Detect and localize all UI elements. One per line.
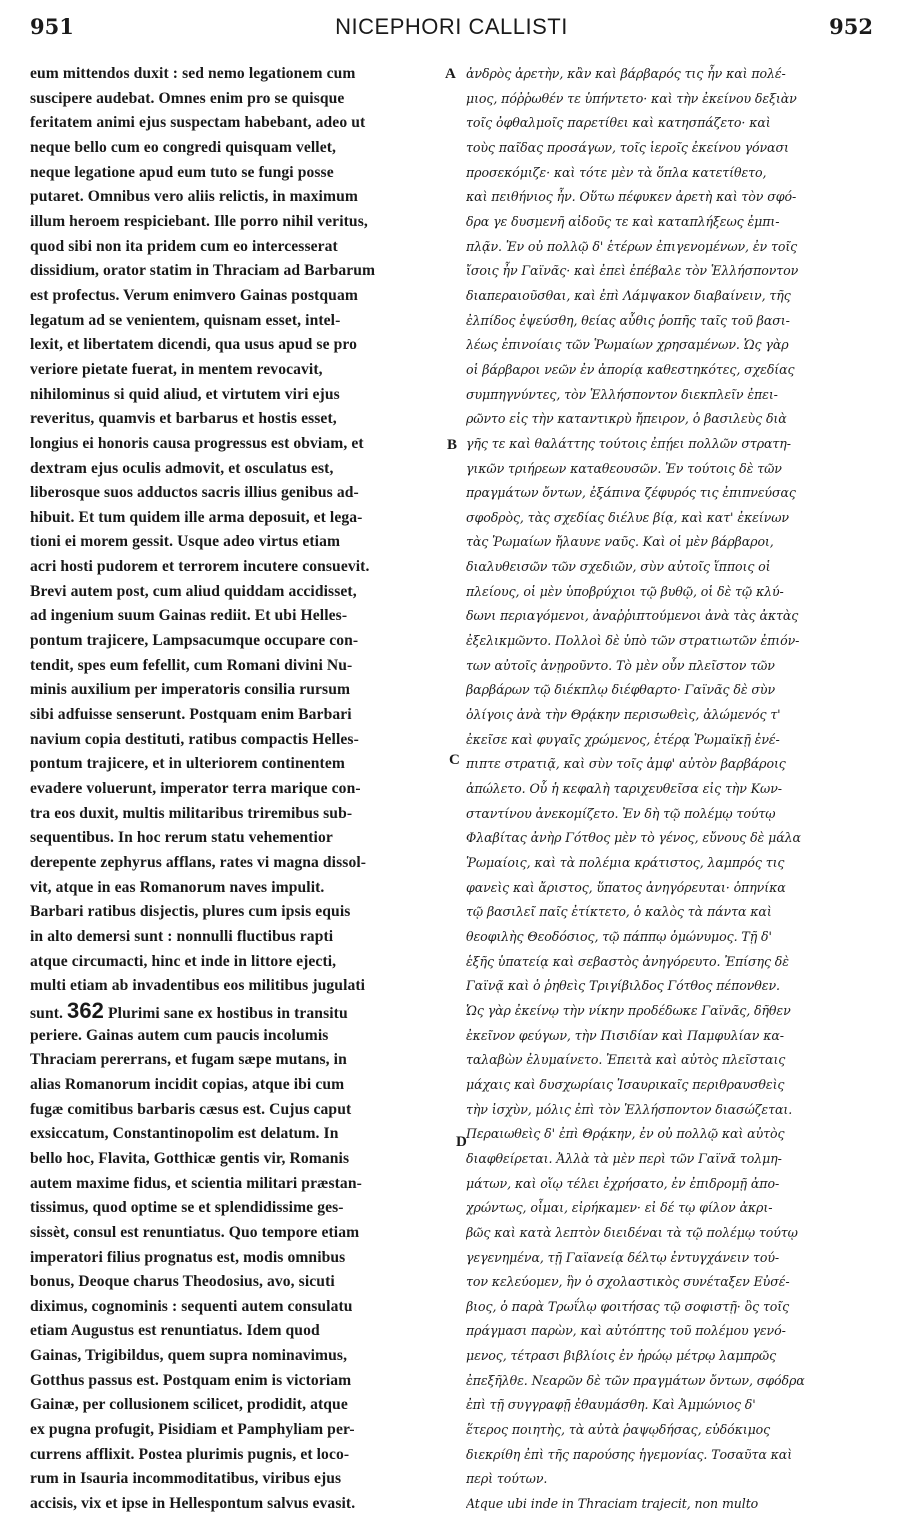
latin-text-line: liberosque suos adductos sacris illius genibus ad- [30,484,359,502]
greek-text-line: μιος, πόῤῥωθέν τε ὑπήντετο· καὶ τὴν ἐκείνου δεξιὰν [466,90,797,106]
greek-text-line: βῶς καὶ κατὰ λεπτὸν διειδέναι τὰ τῷ πολέμῳ τούτῳ [466,1224,798,1240]
greek-text-line: οἱ βάρβαροι νεῶν ἐν ἀπορίᾳ καθεστηκότες, σχεδίας [466,361,795,377]
latin-text-line: multi etiam ab invadentibus eos militibus jugulati [30,977,366,995]
latin-text-line: pontum trajicere, et in ulteriorem continentem [30,755,345,773]
greek-text-line: σταντίνου ἀνεκομίζετο. Ἐν δὴ τῷ πολέμῳ τούτῳ [466,805,776,821]
text-segment: sunt. [30,1004,68,1022]
latin-text-line: eum mittendos duxit : sed nemo legationem cum [30,65,356,82]
greek-text-line: περὶ τούτων. [466,1471,548,1487]
greek-text-line: Περαιωθεὶς δ' ἐπὶ Θρᾴκην, ἐν οὐ πολλῷ καὶ αὐτὸς [466,1126,785,1142]
greek-text-line: Ὡς γὰρ ἐκείνῳ τὴν νίκην προδέδωκε Γαϊνᾶς, δῆθεν [466,1002,791,1018]
greek-text-line: τὰς Ῥωμαίων ἤλαυνε ναῦς. Καὶ οἱ μὲν βάρβαροι, [466,534,774,550]
latin-text-line: lexit, et libertatem dicendi, qua usus apud se pro [30,336,358,354]
greek-text-line: ὀλίγοις ἀνὰ τὴν Θρᾴκην περισωθεὶς, ἀλώμενός τ' [466,707,781,723]
latin-text-line: acri hosti pudorem et terrorem incutere consuevit. [30,558,370,576]
greek-text-line: ρῶντο εἰς τὴν καταντικρὺ ἤπειρον, ὁ βασιλεὺς διὰ [466,411,787,427]
greek-text-line: καὶ πειθήνιος ἦν. Οὕτω πέφυκεν ἀρετὴ καὶ τὸν σφό- [466,189,797,205]
section-number: 362 [67,998,105,1023]
greek-text-line: ἕτερος ποιητὴς, τὰ αὐτὰ ῥαψῳδήσας, εὐδόκιμος [466,1422,771,1438]
latin-text-line: veriore pietate fuerat, in mentem revocavit, [30,360,323,378]
greek-text-line: λέως ἐπινοίαις τῶν Ῥωμαίων χρησαμένων. Ὡς γὰρ [466,337,789,353]
latin-text-line: suscipere audebat. Omnes enim pro se quisque [30,89,345,107]
latin-text-line: alias Romanorum incidit copias, atque ibi cum [30,1075,345,1093]
latin-text-line: legatum ad se venientem, quisnam esset, intel- [30,311,341,329]
latin-text-line: dissidium, orator statim in Thraciam ad Barbarum [30,262,376,280]
latin-text-line: bonus, Deoque charus Theodosius, avo, sicuti [30,1273,335,1291]
greek-text-line: ἐλπίδος ἐψεύσθη, θείας αὖθις ῥοπῆς ταῖς τοῦ βασι- [466,312,790,328]
margin-letter-c: C [449,752,460,768]
latin-text-line: autem maxime fidus, et scientia militari præstan- [30,1174,362,1192]
greek-text-line: Φλαβίτας ἀνὴρ Γότθος μὲν τὸ γένος, εὔνους δὲ μάλα [466,830,801,846]
greek-text-line: πραγμάτων ὄντων, ἐξάπινα ζέφυρός τις ἐπιπνεύσας [466,485,796,501]
latin-text-line: illum heroem respiciebant. Ille porro nihil veritus, [30,212,368,230]
greek-text-line: βιος, ὁ παρὰ Τρωΐλῳ φοιτήσας τῷ σοφιστῇ· ὃς τοῖς [466,1298,790,1314]
latin-text-line: tissimus, quod optime se et splendidissime ges- [30,1199,344,1217]
greek-text-line: συμπηγνύντες, τὸν Ἑλλήσποντον διεκπλεῖν ἐπει- [466,386,778,402]
greek-text-line: ἐξελικμῶντο. Πολλοὶ δὲ ὑπὸ τῶν στρατιωτῶν ἐπιόν- [466,633,800,649]
page-number-left: 951 [30,14,74,39]
greek-text-line: ἐκεῖνον φεύγων, τὴν Πισιδίαν καὶ Παμφυλίαν κα- [466,1027,784,1043]
latin-text-line: reveritus, quamvis et barbarus et hostis esset, [30,410,337,428]
latin-text-line [30,999,440,1024]
greek-text-line: γῆς τε καὶ θαλάττης τούτοις ἐπῄει πολλῶν στρατη- [466,435,791,451]
latin-text-line: exsiccatum, Constantinopolim est delatum. In [30,1125,339,1143]
greek-column [466,62,878,1517]
latin-text-line: etiam Augustus est renuntiatus. Idem quod [30,1322,320,1340]
latin-text-line: tendit, spes eum fefellit, cum Romani divini Nu- [30,656,353,674]
latin-text-line: atque circumacti, hinc et inde in littore ejecti, [30,952,337,970]
text-segment: Plurimi sane ex hostibus in transitu [104,1004,348,1022]
latin-text-line: longius ei honoris causa progressus est obviam, et [30,434,364,452]
greek-text-line: πράγμασι παρὼν, καὶ αὐτόπτης τοῦ πολέμου γενό- [466,1323,786,1339]
greek-text-line: προσεκόμιζε· καὶ τότε μὲν τὰ ὅπλα κατετίθετο, [466,164,767,180]
page-number-right: 952 [829,14,873,39]
greek-text-line: γικῶν τριήρεων καταθεουσῶν. Ἐν τούτοις δὲ τῶν [466,460,782,476]
latin-text-line: rum in Isauria incommoditatibus, viribus ejus [30,1470,342,1488]
greek-text-line: Ῥωμαίοις, καὶ τὰ πολέμια κράτιστος, λαμπρός τις [466,855,785,870]
greek-text-line: μενος, τέτρασι βιβλίοις ἐν ἡρώῳ μέτρῳ λαμπρῶς [466,1348,777,1364]
latin-text-line: sibi adfuisse senserunt. Postquam enim Barbari [30,706,352,724]
running-title: NICEPHORI CALLISTI [335,14,568,39]
latin-text-line: putaret. Omnibus vero aliis relictis, in maximum [30,188,358,206]
greek-text-line: ταλαβὼν ἐλυμαίνετο. Ἐπειτὰ καὶ αὐτὸς πλεῖσταις [466,1052,786,1068]
latin-text-line: quod sibi non ita pridem cum eo intercesserat [30,237,338,255]
latin-text-line: currens afflixit. Postea plurimis pugnis, et loco- [30,1445,350,1463]
greek-text-line: ἀπώλετο. Οὗ ἡ κεφαλὴ ταριχευθεῖσα εἰς τὴν Κων- [466,781,782,797]
latin-text-line: sequentibus. In hoc rerum statu vehementior [30,829,333,847]
margin-letter-b: B [447,437,458,453]
latin-text-line: nihilominus si quid aliud, et virtutem viri ejus [30,385,340,403]
greek-text-line: τον κελεύομεν, ἣν ὁ σχολαστικὸς συνέταξεν Εὐσέ- [466,1274,790,1290]
latin-text-line: Gotthus passus est. Postquam enim is victoriam [30,1371,352,1389]
latin-text-line: neque bello cum eo congredi quisquam vellet, [30,138,337,156]
latin-text-line: hibuit. Et tum quidem ille arma deposuit, et lega- [30,508,363,526]
greek-text-line: πλείους, οἱ μὲν ὑποβρύχιοι τῷ βυθῷ, οἱ δὲ τῷ κλύ- [466,583,784,599]
greek-text-line: δωνι περιαγόμενοι, ἀναῤῥιπτούμενοι ἀνὰ τὰς ἀκτὰς [466,608,799,624]
latin-text-line: accisis, vix et ipse in Hellespontum salvus evasit. [30,1495,356,1513]
greek-text-line: βαρβάρων τῷ διέκπλῳ διέφθαρτο· Γαϊνᾶς δὲ σὺν [466,682,776,698]
latin-text-line: tra eos duxit, multis militaribus triremibus sub- [30,804,353,822]
latin-text-line: Gainæ, per collusionem scilicet, prodidit, atque [30,1396,348,1414]
greek-text-line: τοῖς ὀφθαλμοῖς παρετίθει καὶ κατησπάζετο· καὶ [466,115,771,131]
greek-text-line: ἑξῆς ὑπατείᾳ καὶ σεβαστὸς ἀνηγόρευτο. Ἐπίσης δὲ [466,953,789,969]
greek-text-line: θεοφιλὴς Θεοδόσιος, τῷ πάππῳ ὁμώνυμος. Τῇ δ' [466,928,772,944]
latin-text-line: navium copia destituti, ratibus compactis Helles- [30,730,359,748]
latin-text-line: pontum trajicere, Lampsacumque occupare con- [30,632,359,650]
latin-text-line: imperatori filius prognatus est, modis omnibus [30,1248,346,1266]
latin-text-line: Thraciam pererrans, et fugam sæpe mutans, in [30,1051,347,1069]
margin-letter-d: D [456,1134,467,1150]
latin-text-line: feritatem animi ejus suspectam habebant, adeo ut [30,114,366,132]
greek-text-line: τοὺς παῖδας προσάγων, τοῖς ἱεροῖς ἐκείνου γόνασι [466,139,789,155]
latin-text-line: minis auxilium per imperatoris consilia rursum [30,681,351,699]
greek-text-line: σφοδρὸς, τὰς σχεδίας διέλυε βίᾳ, καὶ κατ' ἐκείνων [466,509,789,525]
greek-text-line: ἴσοις ἦν Γαϊνᾶς· καὶ ἐπεὶ ἐπέβαλε τὸν Ἑλλήσποντον [466,263,799,279]
latin-text-line: neque legatione apud eum tuto se fungi posse [30,163,334,181]
greek-text-line: τὴν ἰσχὺν, μόλις ἐπὶ τὸν Ἑλλήσποντον διασώζεται. [466,1101,793,1117]
latin-text-line: sissèt, consul est renuntiatus. Quo tempore etiam [30,1223,360,1241]
greek-text-line: πλᾷν. Ἐν οὐ πολλῷ δ' ἑτέρων ἐπιγενομένων, ἐν τοῖς [466,238,798,254]
latin-text-line: ad ingenium suum Gainas rediit. Et ubi Helles- [30,607,348,625]
latin-text-line: in alto demersi sunt : nonnulli fluctibus rapti [30,927,334,945]
greek-text-line: ἐπεξῆλθε. Νεαρῶν δὲ τῶν πραγμάτων ὄντων, σφόδρα [466,1372,805,1388]
greek-text-line: γεγενημένα, τῇ Γαϊανείᾳ δέλτῳ ἐντυγχάνειν τού- [466,1249,780,1265]
greek-text-line: των αὐτοῖς ἀνῃροῦντο. Τὸ μὲν οὖν πλεῖστον τῶν [466,657,775,673]
latin-text-line: est profectus. Verum enimvero Gainas postquam [30,286,358,304]
greek-text-line: διαπεραιοῦσθαι, καὶ ἐπὶ Λάμψακον διαβαίνειν, τῆς [466,287,791,303]
greek-text-line: πιπτε στρατιᾷ, καὶ σὺν τοῖς ἀμφ' αὐτὸν βαρβάροις [466,756,786,772]
latin-text-line: derepente zephyrus afflans, rates vi magna dissol- [30,854,367,871]
latin-text-line: tioni ei morem gessit. Usque adeo virtus etiam [30,533,341,551]
latin-column [30,62,440,1517]
latin-text-line: ex pugna profugit, Pisidiam et Pamphyliam per- [30,1421,355,1439]
latin-text-line: evadere voluerunt, imperator terra marique con- [30,780,361,798]
page-header [0,12,903,50]
margin-letter-a: A [445,66,456,82]
greek-text-line: ἐπὶ τῇ συγγραφῇ ἐθαυμάσθη. Καὶ Ἀμμώνιος δ' [466,1397,756,1413]
greek-text-line: μάχαις καὶ δυσχωρίαις Ἰσαυρικαῖς περιθραυσθεὶς [466,1076,785,1092]
latin-text-line: vit, atque in eas Romanorum naves impulit. [30,878,325,896]
latin-text-line: periere. Gainas autem cum paucis incolumis [30,1026,329,1044]
greek-text-line: διαφθείρεται. Ἀλλὰ τὰ μὲν περὶ τῶν Γαϊνᾶ τολμη- [466,1150,782,1166]
greek-text-line: φανεὶς καὶ ἄριστος, ὕπατος ἀνηγόρευται· ὁπηνίκα [466,879,786,895]
latin-text-line: dextram ejus oculis admovit, et osculatus est, [30,459,334,477]
latin-text-line: Gainas, Trigibildus, quem supra nominavimus, [30,1347,348,1365]
latin-text-line: Brevi autem post, cum aliud quiddam accidisset, [30,582,357,600]
greek-text-line: ἐκεῖσε καὶ φυγαῖς χρώμενος, ἑτέρᾳ Ῥωμαϊκῇ ἐνέ- [466,731,780,747]
greek-text-line: μάτων, καὶ οἵῳ τέλει ἐχρήσατο, ἐν ἐπιδρομῇ ἀπο- [466,1175,780,1191]
greek-text-line: χρώντως, οἶμαι, εἰρήκαμεν· εἰ δέ τῳ φίλον ἀκρι- [466,1200,773,1216]
latin-text-line: fugæ comitibus barbaris cæsus est. Cujus caput [30,1100,352,1118]
greek-text-line: δρα γε δυσμενῆ αἰδοῦς τε καὶ καταπλήξεως ἐμπι- [466,213,780,229]
greek-text-line: Γαϊνᾷ καὶ ὁ ῥηθεὶς Τριγίβιλδος Γότθος πέπονθεν. [466,978,780,994]
greek-text-line: Atque ubi inde in Thraciam trajecit, non multo [466,1496,759,1512]
latin-text-line: Barbari ratibus disjectis, plures cum ipsis equis [30,903,351,921]
latin-text-line: diximus, cognominis : sequenti autem consulatu [30,1297,353,1315]
greek-text-line: διαλυθεισῶν τῶν σχεδιῶν, σὺν αὐτοῖς ἵπποις οἱ [466,559,771,575]
latin-text-line: bello hoc, Flavita, Gotthicæ gentis vir, Romanis [30,1149,350,1167]
greek-text-line: διεκρίθη ἐπὶ τῆς παρούσης ἡγεμονίας. Τοσαῦτα καὶ [466,1446,793,1462]
greek-text-line: τῷ βασιλεῖ παῖς ἐτίκτετο, ὁ καλὸς τὰ πάντα καὶ [466,904,772,920]
greek-text-line: ἀνδρὸς ἀρετὴν, κἂν καὶ βάρβαρός τις ἦν καὶ πολέ- [466,66,786,81]
